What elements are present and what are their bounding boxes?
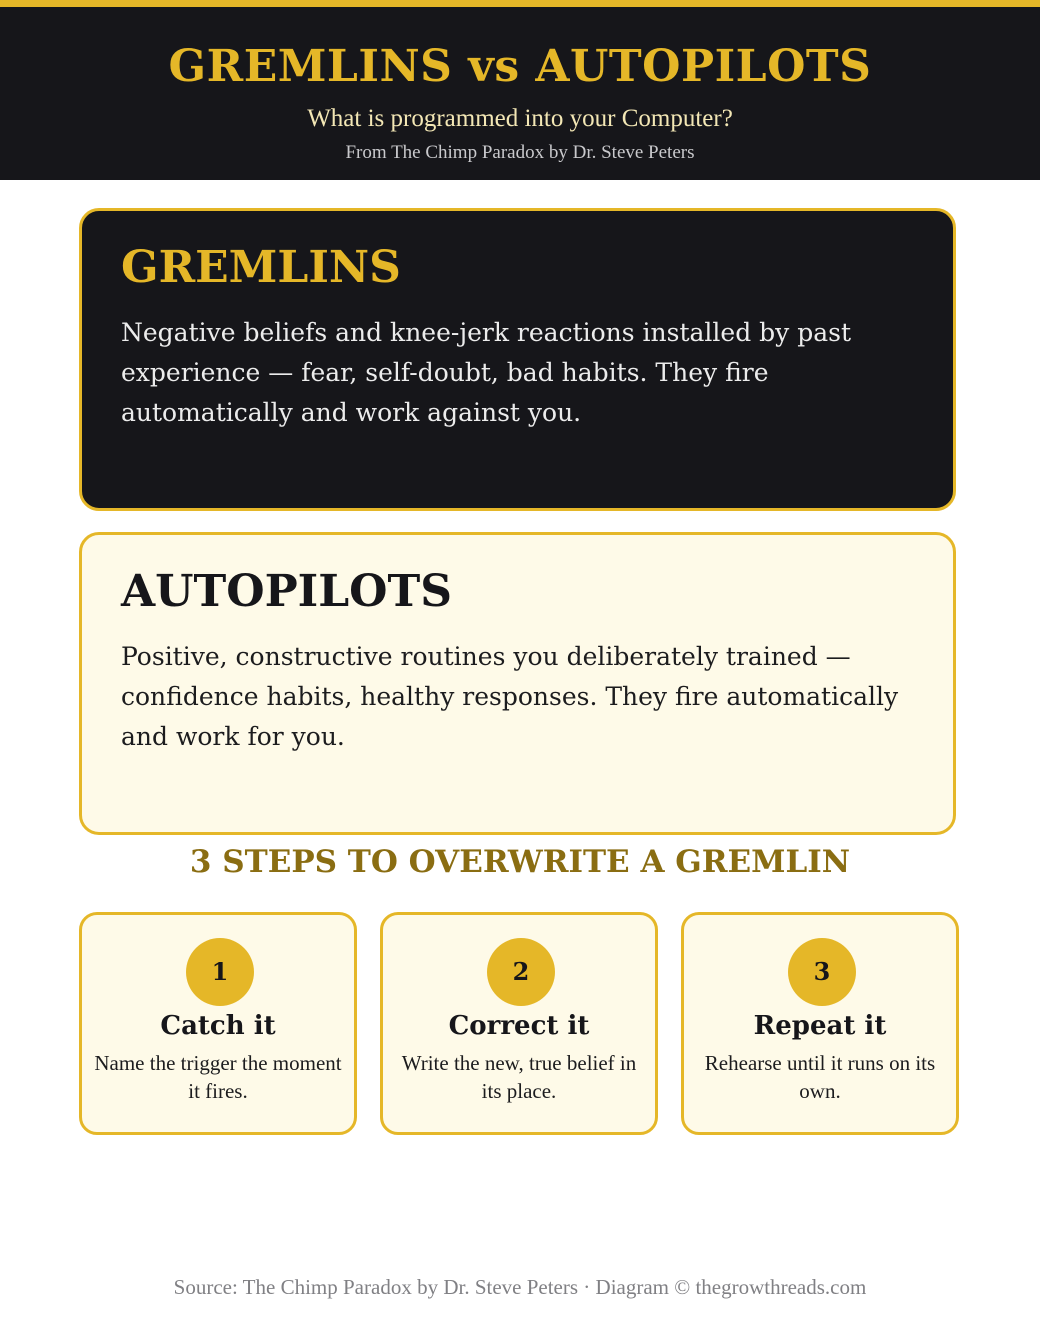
steps-heading: 3 STEPS TO OVERWRITE A GREMLIN (189, 844, 851, 880)
step-number-badge: 3 (788, 938, 856, 1006)
source-credit: From The Chimp Paradox by Dr. Steve Peters (345, 142, 695, 163)
footer-source: Source: The Chimp Paradox by Dr. Steve Peters · Diagram © thegrowthreads.com (173, 1275, 867, 1299)
step-description: Name the trigger the moment it fires. (94, 1051, 342, 1103)
header-banner (0, 7, 1040, 180)
step-title: Repeat it (753, 1011, 887, 1041)
step-number-badge: 1 (186, 938, 254, 1006)
autopilots-heading: AUTOPILOTS (121, 566, 453, 617)
step-card-correct (380, 912, 658, 1135)
step-card-catch (79, 912, 357, 1135)
step-card-repeat (681, 912, 959, 1135)
step-number-badge: 2 (487, 938, 555, 1006)
step-title: Catch it (160, 1011, 276, 1041)
autopilots-card (79, 532, 956, 835)
step-title: Correct it (448, 1011, 590, 1041)
top-accent-rule (0, 0, 1040, 7)
step-description: Rehearse until it runs on its own. (704, 1051, 936, 1103)
page-subtitle: What is programmed into your Computer? (307, 105, 733, 132)
step-description: Write the new, true belief in its place. (401, 1051, 637, 1103)
page-title: GREMLINS vs AUTOPILOTS (168, 41, 872, 92)
gremlins-description: Negative beliefs and knee-jerk reactions installed by past experience — fear, self-doubt, bad habits. They fire automatically and work against you. (121, 318, 852, 427)
autopilots-description: Positive, constructive routines you deliberately trained — confidence habits, healthy responses. They fire automatically and work for you. (121, 642, 899, 751)
gremlins-heading: GREMLINS (121, 242, 401, 293)
gremlins-card (79, 208, 956, 511)
